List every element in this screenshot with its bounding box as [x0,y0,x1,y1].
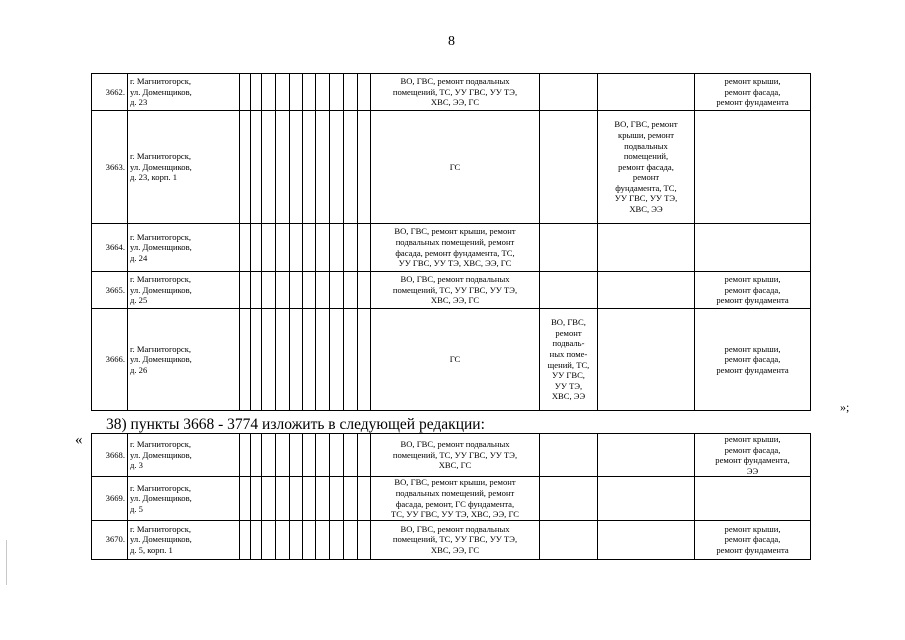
works-cell [371,272,540,309]
empty-cell [344,224,358,272]
empty-cell [316,520,330,559]
period-2-cell-line: подвальных [624,140,668,151]
works-cell-line: ВО, ГВС, ремонт крыши, ремонт [394,477,516,488]
empty-cell [276,309,290,411]
period-1-cell-line: подваль- [552,338,585,349]
period-2-cell [598,309,695,411]
period-2-cell [598,434,695,477]
amendment-instruction: 38) пункты 3668 - 3774 изложить в следующей редакции: [106,416,485,433]
address-cell-line: ул. Доменщиков, [130,242,192,253]
row-number: 3670. [92,520,128,559]
period-2-cell [598,74,695,111]
period-2-cell [598,224,695,272]
empty-cell [240,224,251,272]
address-cell-line: ул. Доменщиков, [130,449,192,460]
table-row [92,434,811,477]
address-cell-line: г. Магнитогорск, [130,343,192,354]
empty-cell [276,434,290,477]
empty-cell [344,111,358,224]
period-3-cell [695,111,811,224]
empty-cell [344,309,358,411]
works-cell-line: подвальных помещений, ремонт [395,487,515,498]
empty-cell [330,520,344,559]
address-cell-line: д. 23 [130,97,148,108]
period-2-cell-line: УУ ГВС, УУ ТЭ, [614,193,678,204]
empty-cell [358,224,371,272]
works-cell [371,520,540,559]
period-1-cell-line: ВО, ГВС, [551,317,586,328]
period-3-cell-line: ремонт фундамента [716,295,789,306]
period-2-cell [598,477,695,520]
table-row [92,74,811,111]
period-1-cell-line: ремонт [555,327,582,338]
address-cell-line: г. Магнитогорск, [130,523,192,534]
period-1-cell [540,272,598,309]
works-cell [371,224,540,272]
empty-cell [303,272,316,309]
empty-cell [276,520,290,559]
empty-cell [316,272,330,309]
row-number: 3664. [92,224,128,272]
empty-cell [262,309,276,411]
empty-cell [330,477,344,520]
empty-cell [358,520,371,559]
address-cell-line: д. 5, корп. 1 [130,545,173,556]
period-2-cell-line: ремонт фасада, [618,161,674,172]
period-3-cell-line: ремонт фасада, [724,444,781,455]
period-3-cell-line: ремонт фундамента [716,97,789,108]
address-cell [128,272,240,309]
page-number: 8 [448,34,455,49]
row-number: 3663. [92,111,128,224]
works-cell-line: ХВС, ЭЭ, ГС [430,545,480,556]
empty-cell [276,74,290,111]
empty-cell [303,477,316,520]
address-cell-line: г. Магнитогорск, [130,439,192,450]
empty-cell [276,272,290,309]
period-3-cell [695,272,811,309]
row-number: 3665. [92,272,128,309]
empty-cell [303,74,316,111]
address-cell-line: д. 25 [130,295,148,306]
empty-cell [262,477,276,520]
empty-cell [251,224,262,272]
period-2-cell-line: помещений, [623,151,669,162]
address-cell [128,434,240,477]
address-cell-line: г. Магнитогорск, [130,151,192,162]
works-cell [371,477,540,520]
empty-cell [330,434,344,477]
works-cell-line: помещений, ТС, УУ ГВС, УУ ТЭ, [392,86,518,97]
period-3-cell-line: ремонт фундамента, [715,455,790,466]
period-3-cell-line: ремонт фундамента [716,364,789,375]
empty-cell [276,477,290,520]
empty-cell [303,111,316,224]
works-cell-line: ХВС, ЭЭ, ГС [430,97,480,108]
period-3-cell [695,477,811,520]
row-number: 3662. [92,74,128,111]
address-cell-line: ул. Доменщиков, [130,161,192,172]
works-cell-line: фасада, ремонт, ГС фундамента, [395,498,515,509]
row-number: 3669. [92,477,128,520]
period-1-cell [540,434,598,477]
works-cell-line: ХВС, ГС [438,460,472,471]
empty-cell [303,520,316,559]
period-3-cell-line: ремонт крыши, [724,274,781,285]
empty-cell [290,477,303,520]
period-2-cell-line: ХВС, ЭЭ [629,204,663,215]
empty-cell [290,224,303,272]
address-cell-line: г. Магнитогорск, [130,274,192,285]
empty-cell [330,111,344,224]
empty-cell [330,309,344,411]
table-row [92,224,811,272]
address-cell-line: д. 5 [130,503,143,514]
empty-cell [303,434,316,477]
address-cell-line: г. Магнитогорск, [130,482,192,493]
period-2-cell [598,111,695,224]
address-cell [128,309,240,411]
table-row [92,520,811,559]
works-cell-line: ГС [449,161,461,172]
empty-cell [316,111,330,224]
works-cell-line: фасада, ремонт фундамента, ТС, [395,247,515,258]
works-cell [371,74,540,111]
empty-cell [290,520,303,559]
period-1-cell-line: щений, ТС, [547,359,590,370]
address-cell [128,520,240,559]
works-cell-line: ХВС, ЭЭ, ГС [430,295,480,306]
row-number: 3668. [92,434,128,477]
period-1-cell-line: ных поме- [549,348,588,359]
empty-cell [262,434,276,477]
works-cell-line: ВО, ГВС, ремонт подвальных [400,439,510,450]
period-3-cell-line: ремонт крыши, [724,434,781,444]
empty-cell [251,434,262,477]
empty-cell [262,224,276,272]
works-cell-line: помещений, ТС, УУ ГВС, УУ ТЭ, [392,534,518,545]
empty-cell [358,111,371,224]
empty-cell [344,272,358,309]
period-1-cell-line: УУ ГВС, [552,370,585,381]
period-3-cell-line: ремонт фундамента [716,545,789,556]
empty-cell [330,224,344,272]
empty-cell [290,272,303,309]
address-cell-line: д. 24 [130,252,148,263]
renovation-table-top [91,73,811,411]
empty-cell [330,272,344,309]
empty-cell [344,477,358,520]
works-cell-line: помещений, ТС, УУ ГВС, УУ ТЭ, [392,284,518,295]
empty-cell [344,74,358,111]
address-cell-line: д. 23, корп. 1 [130,172,178,183]
empty-cell [262,74,276,111]
works-cell-line: ВО, ГВС, ремонт подвальных [400,274,510,285]
empty-cell [240,309,251,411]
empty-cell [290,111,303,224]
empty-cell [358,309,371,411]
address-cell-line: ул. Доменщиков, [130,493,192,504]
empty-cell [251,74,262,111]
empty-cell [316,224,330,272]
empty-cell [240,477,251,520]
address-cell [128,477,240,520]
address-cell-line: ул. Доменщиков, [130,86,192,97]
address-cell-line: д. 26 [130,364,148,375]
empty-cell [290,309,303,411]
works-cell [371,111,540,224]
works-cell-line: УУ ГВС, УУ ТЭ, ХВС, ЭЭ, ГС [398,258,512,269]
address-cell [128,224,240,272]
empty-cell [251,477,262,520]
period-3-cell [695,520,811,559]
empty-cell [358,272,371,309]
opening-quote: « [75,432,83,448]
period-1-cell-line: УУ ТЭ, [554,380,583,391]
period-1-cell [540,520,598,559]
period-3-cell-line: ремонт фасада, [724,86,781,97]
period-3-cell [695,74,811,111]
table-row [92,111,811,224]
empty-cell [316,74,330,111]
empty-cell [303,309,316,411]
period-3-cell-line: ремонт фасада, [724,354,781,365]
empty-cell [358,477,371,520]
period-1-cell [540,224,598,272]
period-3-cell-line: ремонт фасада, [724,534,781,545]
empty-cell [290,74,303,111]
period-2-cell [598,520,695,559]
period-1-cell [540,477,598,520]
works-cell-line: ВО, ГВС, ремонт подвальных [400,76,510,87]
period-2-cell [598,272,695,309]
address-cell [128,111,240,224]
closing-quote: »; [840,400,850,414]
works-cell-line: ГС [449,354,461,365]
empty-cell [344,434,358,477]
address-cell-line: г. Магнитогорск, [130,76,192,87]
works-cell-line: подвальных помещений, ремонт [395,236,515,247]
empty-cell [358,74,371,111]
period-3-cell [695,224,811,272]
empty-cell [240,434,251,477]
empty-cell [240,111,251,224]
empty-cell [358,434,371,477]
period-1-cell [540,74,598,111]
renovation-table-bottom [91,433,811,560]
period-2-cell-line: крыши, ремонт [618,129,674,140]
period-1-cell [540,309,598,411]
period-3-cell-line: ремонт крыши, [724,523,781,534]
empty-cell [316,434,330,477]
empty-cell [262,111,276,224]
period-3-cell-line: ЭЭ [746,465,759,476]
works-cell-line: ВО, ГВС, ремонт подвальных [400,523,510,534]
empty-cell [276,224,290,272]
empty-cell [330,74,344,111]
table-row [92,477,811,520]
works-cell-line: ВО, ГВС, ремонт крыши, ремонт [394,226,516,237]
period-3-cell-line: ремонт фасада, [724,284,781,295]
empty-cell [251,272,262,309]
empty-cell [240,272,251,309]
address-cell-line: ул. Доменщиков, [130,534,192,545]
address-cell [128,74,240,111]
works-cell [371,309,540,411]
row-number: 3666. [92,309,128,411]
empty-cell [240,520,251,559]
period-1-cell-line: ХВС, ЭЭ [551,391,586,402]
works-cell [371,434,540,477]
empty-cell [316,477,330,520]
period-2-cell-line: ВО, ГВС, ремонт [614,119,678,130]
empty-cell [303,224,316,272]
period-3-cell-line: ремонт крыши, [724,76,781,87]
empty-cell [251,520,262,559]
period-3-cell [695,434,811,477]
address-cell-line: д. 3 [130,460,143,471]
empty-cell [240,74,251,111]
period-2-cell-line: ремонт [632,172,660,183]
scan-edge-line [6,540,7,585]
table-row [92,309,811,411]
address-cell-line: г. Магнитогорск, [130,231,192,242]
period-3-cell-line: ремонт крыши, [724,343,781,354]
empty-cell [276,111,290,224]
empty-cell [316,309,330,411]
address-cell-line: ул. Доменщиков, [130,354,192,365]
empty-cell [251,111,262,224]
empty-cell [251,309,262,411]
period-1-cell [540,111,598,224]
empty-cell [262,272,276,309]
empty-cell [344,520,358,559]
empty-cell [262,520,276,559]
period-2-cell-line: фундамента, ТС, [615,182,677,193]
empty-cell [290,434,303,477]
period-3-cell [695,309,811,411]
table-row [92,272,811,309]
address-cell-line: ул. Доменщиков, [130,284,192,295]
works-cell-line: ТС, УУ ГВС, УУ ТЭ, ХВС, ЭЭ, ГС [390,509,520,520]
works-cell-line: помещений, ТС, УУ ГВС, УУ ТЭ, [392,449,518,460]
